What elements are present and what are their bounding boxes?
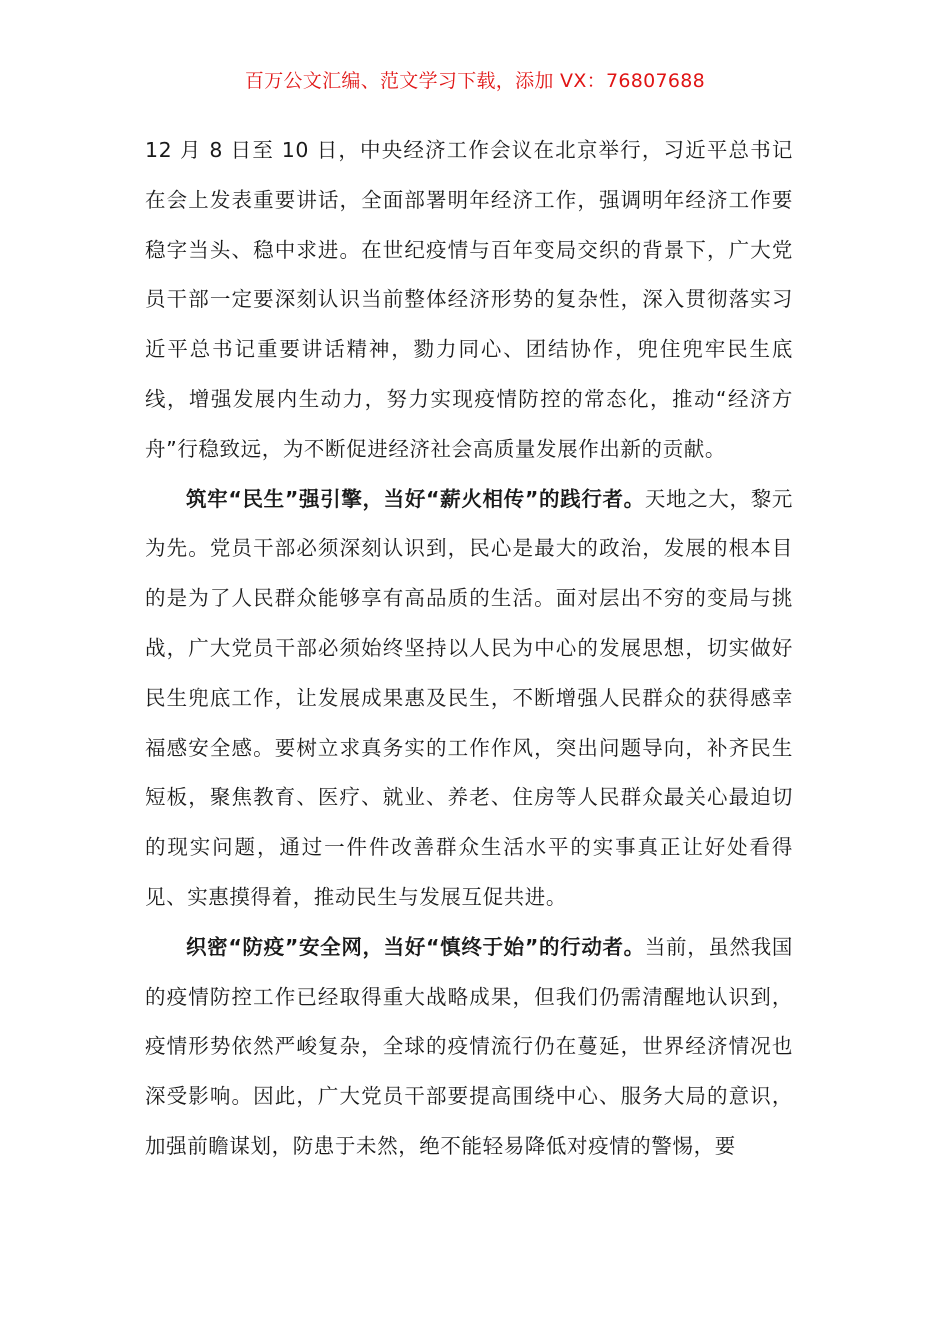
watermark-header: 百万公文汇编、范文学习下载，添加 VX：76807688: [244, 70, 706, 92]
paragraph-epidemic: [145, 923, 793, 1172]
paragraph-lead: 筑牢“民生”强引擎，当好“薪火相传”的践行者。: [186, 486, 645, 511]
paragraph-livelihood: [145, 475, 793, 923]
paragraph-text: 天地之大，黎元为先。党员干部必须深刻认识到，民心是最大的政治，发展的根本目的是为了人民群众能够享有高品质的生活。面对层出不穷的变局与挑战，广大党员干部必须始终坚持以人民为中心的发展思想，切实做好民生兜底工作，让发展成果惠及民生，不断增强人民群众的获得感幸福感安全感。要树立求真务实的工作作风，突出问题导向，补齐民生短板，聚焦教育、医疗、就业、养老、住房等人民群众最关心最迫切的现实问题，通过一件件改善群众生活水平的实事真正让好处看得见、实惠摸得着，推动民生与发展互促共进。: [145, 486, 793, 909]
paragraph-lead: 织密“防疫”安全网，当好“慎终于始”的行动者。: [186, 934, 645, 959]
paragraph-text: 当前，虽然我国的疫情防控工作已经取得重大战略成果，但我们仍需清醒地认识到，疫情形势依然严峻复杂，全球的疫情流行仍在蔓延，世界经济情况也深受影响。因此，广大党员干部要提高围绕中心、服务大局的意识，加强前瞻谋划，防患于未然，绝不能轻易降低对疫情的警惕，要: [145, 934, 793, 1158]
document-body: [145, 126, 793, 1172]
paragraph-intro: [145, 126, 793, 475]
paragraph-text: 12 月 8 日至 10 日，中央经济工作会议在北京举行，习近平总书记在会上发表重要讲话，全面部署明年经济工作，强调明年经济工作要稳字当头、稳中求进。在世纪疫情与百年变局交织的背景下，广大党员干部一定要深刻认识当前整体经济形势的复杂性，深入贯彻落实习近平总书记重要讲话精神，勠力同心、团结协作，兜住兜牢民生底线，增强发展内生动力，努力实现疫情防控的常态化，推动“经济方舟”行稳致远，为不断促进经济社会高质量发展作出新的贡献。: [145, 138, 793, 461]
